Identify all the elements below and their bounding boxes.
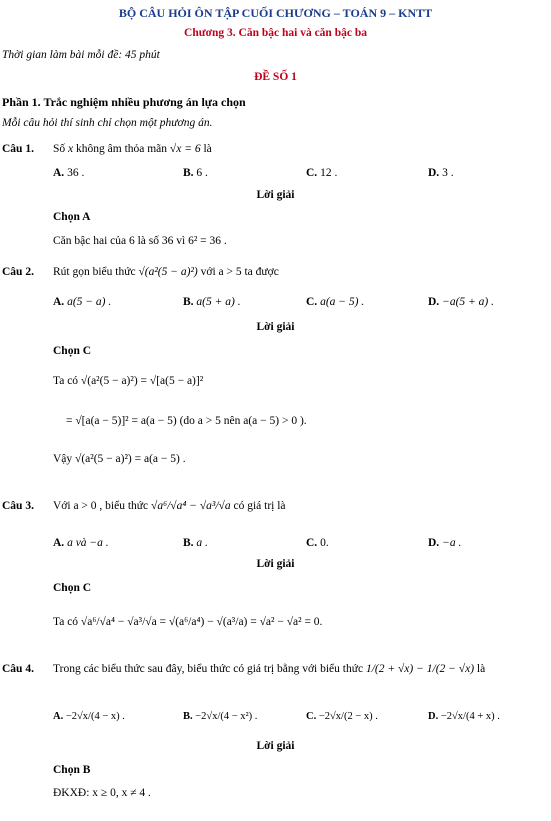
question-1-stem [53,143,212,155]
question-2-stem: Rút gọn biểu thức √(a²(5 − a)²) với a > 5 ta được [53,266,279,278]
q3-line-1: Ta có √a⁶/√a⁴ − √a³/√a = √(a⁶/a⁴) − √(a³/a) = √a² − √a² = 0. [53,616,323,628]
part-title: Phần 1. Trắc nghiệm nhiều phương án lựa chọn [2,95,246,109]
q1-choice: Chọn A [53,211,91,223]
question-3-label: Câu 3. [2,500,34,512]
q3-solution-heading: Lời giải [256,558,295,570]
q1-option-c: C. 12 . [306,167,338,179]
question-2-label: Câu 2. [2,266,34,278]
q1-text-a: Số [53,143,66,155]
q1-option-a: A. 36 . [53,167,85,179]
q3-option-a: A. a và −a . [53,537,109,549]
q2-line-2: = √[a(a − 5)]² = a(a − 5) (do a > 5 nên a(a − 5) > 0 ). [66,415,307,427]
question-1-label: Câu 1. [2,143,34,155]
q3-choice: Chọn C [53,582,92,594]
q2-option-a: A. a(5 − a) . [53,296,112,308]
q2-line-1: Ta có √(a²(5 − a)²) = √[a(5 − a)]² [53,375,204,387]
question-4-label: Câu 4. [2,663,34,675]
time-note: Thời gian làm bài mỗi đề: 45 phút [2,49,160,61]
q4-solution-heading: Lời giải [256,740,295,752]
q4-option-b: B. −2√x/(4 − x²) . [183,711,258,722]
q1-solution-heading: Lời giải [256,189,295,201]
q1-explanation: Căn bậc hai của 6 là số 36 vì 6² = 36 . [53,235,227,247]
exam-title: ĐỀ SỐ 1 [254,71,297,83]
q2-option-c: C. a(a − 5) . [306,296,365,308]
part-instruction: Mỗi câu hỏi thí sinh chỉ chọn một phương án. [2,117,213,129]
question-3-stem: Với a > 0 , biểu thức √a⁶/√a⁴ − √a³/√a có giá trị là [53,500,286,512]
q2-choice: Chọn C [53,345,92,357]
q1-option-d: D. 3 . [428,167,454,179]
q4-option-d: D. −2√x/(4 + x) . [428,711,500,722]
q1-text-e: là [203,143,212,155]
q4-condition: ĐKXĐ: x ≥ 0, x ≠ 4 . [53,787,151,799]
q1-text-b: x [68,143,74,155]
q1-option-b: B. 6 . [183,167,208,179]
q3-option-b: B. a . [183,537,208,549]
q4-option-a: A. −2√x/(4 − x) . [53,711,125,722]
chapter-title: Chương 3. Căn bậc hai và căn bậc ba [184,27,367,39]
q2-solution-heading: Lời giải [256,321,295,333]
q3-option-d: D. −a . [428,537,462,549]
q2-option-b: B. a(5 + a) . [183,296,241,308]
q3-option-c: C. 0. [306,537,329,549]
q2-option-d: D. −a(5 + a) . [428,296,494,308]
q4-option-c: C. −2√x/(2 − x) . [306,711,378,722]
q4-choice: Chọn B [53,764,91,776]
q1-text-d: √x = 6 [169,143,201,155]
question-4-stem: Trong các biểu thức sau đây, biểu thức có giá trị bằng với biểu thức 1/(2 + √x) − 1/(2 − √x) là [53,663,486,675]
document-title: BỘ CÂU HỎI ÔN TẬP CUỐI CHƯƠNG – TOÁN 9 – KNTT [118,6,433,20]
q2-line-3: Vậy √(a²(5 − a)²) = a(a − 5) . [53,453,186,465]
q1-text-c: không âm thỏa mãn [76,143,168,155]
